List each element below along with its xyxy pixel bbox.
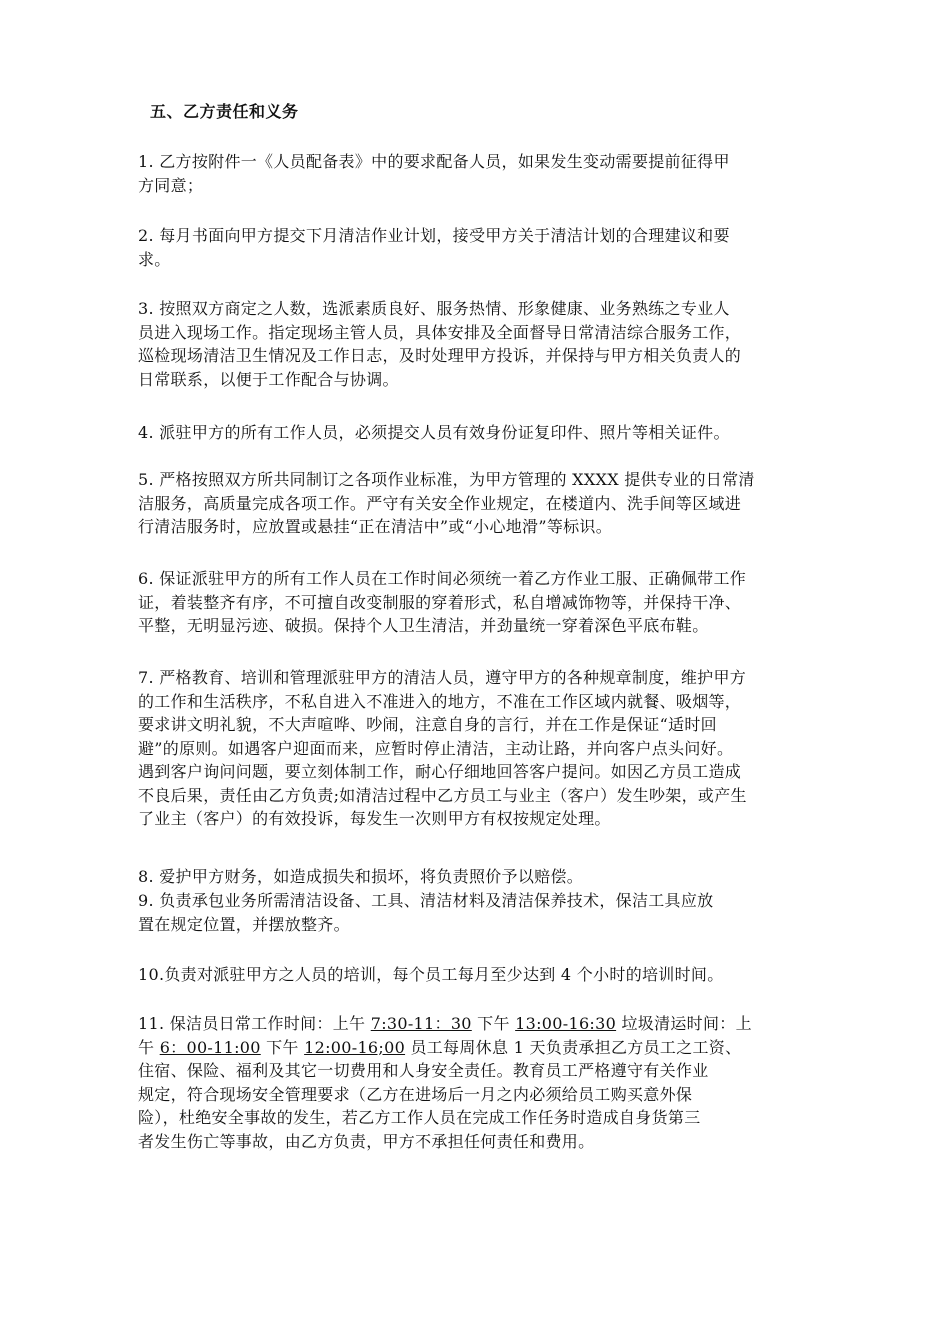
text-run: 11. 保洁员日常工作时间：上午 xyxy=(138,1014,371,1033)
clause-9 xyxy=(138,889,828,936)
clause-line: 置在规定位置，并摆放整齐。 xyxy=(138,914,350,934)
clause-line: 的工作和生活秩序，不私自进入不准进入的地方，不准在工作区域内就餐、吸烟等， xyxy=(138,691,742,711)
clause-4 xyxy=(138,421,828,445)
clause-line: 3. 按照双方商定之人数，选派素质良好、服务热情、形象健康、业务熟练之专业人 xyxy=(138,299,730,318)
clause-line: 要求讲文明礼貌，不大声喧哗、吵闹，注意自身的言行，并在工作是保证“适时回 xyxy=(138,715,717,734)
clause-line: 洁服务，高质量完成各项工作。严守有关安全作业规定，在楼道内、洗手间等区域进 xyxy=(138,493,742,513)
clause-10 xyxy=(138,963,828,987)
clause-line: 2. 每月书面向甲方提交下月清洁作业计划，接受甲方关于清洁计划的合理建议和要 xyxy=(138,226,730,245)
garbage-hours-afternoon: 12:00-16;00 xyxy=(304,1037,406,1057)
clause-2 xyxy=(138,224,828,271)
section-heading: 五、乙方责任和义务 xyxy=(150,102,299,121)
clause-line: 行清洁服务时，应放置或悬挂“正在清洁中”或“小心地滑”等标识。 xyxy=(138,517,613,536)
clause-7 xyxy=(138,666,828,831)
clause-line: 证，着装整齐有序，不可擅自改变制服的穿着形式，私自增减饰物等，并保持干净、 xyxy=(138,592,742,612)
clause-8 xyxy=(138,865,828,889)
clause-line: 9. 负责承包业务所需清洁设备、工具、清洁材料及清洁保养技术，保洁工具应放 xyxy=(138,891,714,910)
clause-line: 5. 严格按照双方所共同制订之各项作业标准，为甲方管理的 XXXX 提供专业的日常清 xyxy=(138,470,755,489)
clause-1 xyxy=(138,150,828,197)
clause-line: 巡检现场清洁卫生情况及工作日志，及时处理甲方投诉，并保持与甲方相关负责人的 xyxy=(138,346,742,365)
clause-line: 8. 爱护甲方财务，如造成损失和损坏，将负责照价予以赔偿。 xyxy=(138,867,584,886)
clause-line: 员进入现场工作。指定现场主管人员，具体安排及全面督导日常清洁综合服务工作， xyxy=(138,322,742,342)
clause-11 xyxy=(138,1012,828,1153)
clause-line: 7. 严格教育、培训和管理派驻甲方的清洁人员，遵守甲方的各种规章制度，维护甲方 xyxy=(138,668,747,687)
clause-line: 4. 派驻甲方的所有工作人员，必须提交人员有效身份证复印件、照片等相关证件。 xyxy=(138,423,730,442)
clause-6 xyxy=(138,567,828,638)
clause-3 xyxy=(138,297,828,391)
text-run: 下午 xyxy=(260,1037,305,1057)
clause-line: 日常联系，以便于工作配合与协调。 xyxy=(138,369,399,389)
text-run: 午 xyxy=(138,1037,160,1057)
clause-line xyxy=(138,1036,828,1060)
clause-line xyxy=(138,1012,828,1036)
work-hours-morning: 7:30-11：30 xyxy=(370,1014,472,1033)
work-hours-afternoon: 13:00-16:30 xyxy=(515,1014,617,1033)
text-run: 员工每周休息 1 天负责承担乙方员工之工资、 xyxy=(405,1037,742,1057)
clause-line: 方同意； xyxy=(138,175,204,195)
clause-5 xyxy=(138,468,828,539)
clause-line: 住宿、保险、福利及其它一切费用和人身安全责任。教育员工严格遵守有关作业 xyxy=(138,1061,709,1080)
clause-line: 6. 保证派驻甲方的所有工作人员在工作时间必须统一着乙方作业工服、正确佩带工作 xyxy=(138,569,747,588)
clause-line: 者发生伤亡等事故，由乙方负责，甲方不承担任何责任和费用。 xyxy=(138,1131,595,1151)
clause-line: 1. 乙方按附件一《人员配备表》中的要求配备人员，如果发生变动需要提前征得甲 xyxy=(138,152,730,171)
clause-line: 不良后果，责任由乙方负责;如清洁过程中乙方员工与业主（客户）发生吵架，或产生 xyxy=(138,785,747,805)
clause-line: 避”的原则。如遇客户迎面而来，应暂时停止清洁，主动让路，并向客户点头问好。 xyxy=(138,738,734,758)
clause-line: 求。 xyxy=(138,249,171,269)
text-run: 下午 xyxy=(471,1014,516,1033)
clause-line: 10.负责对派驻甲方之人员的培训，每个员工每月至少达到 4 个小时的培训时间。 xyxy=(138,965,724,984)
clause-line: 险），杜绝安全事故的发生，若乙方工作人员在完成工作任务时造成自身货第三 xyxy=(138,1108,701,1127)
clause-line: 平整，无明显污迹、破损。保持个人卫生清洁，并劲量统一穿着深色平底布鞋。 xyxy=(138,616,709,635)
clause-line: 了业主（客户）的有效投诉，每发生一次则甲方有权按规定处理。 xyxy=(138,809,611,828)
clause-line: 规定，符合现场安全管理要求（乙方在进场后一月之内必须给员工购买意外保 xyxy=(138,1084,693,1104)
garbage-hours-morning: 6：00-11:00 xyxy=(159,1037,261,1057)
clause-line: 遇到客户询问问题，要立刻体制工作，耐心仔细地回答客户提问。如因乙方员工造成 xyxy=(138,762,742,781)
text-run: 垃圾清运时间：上 xyxy=(616,1014,752,1033)
